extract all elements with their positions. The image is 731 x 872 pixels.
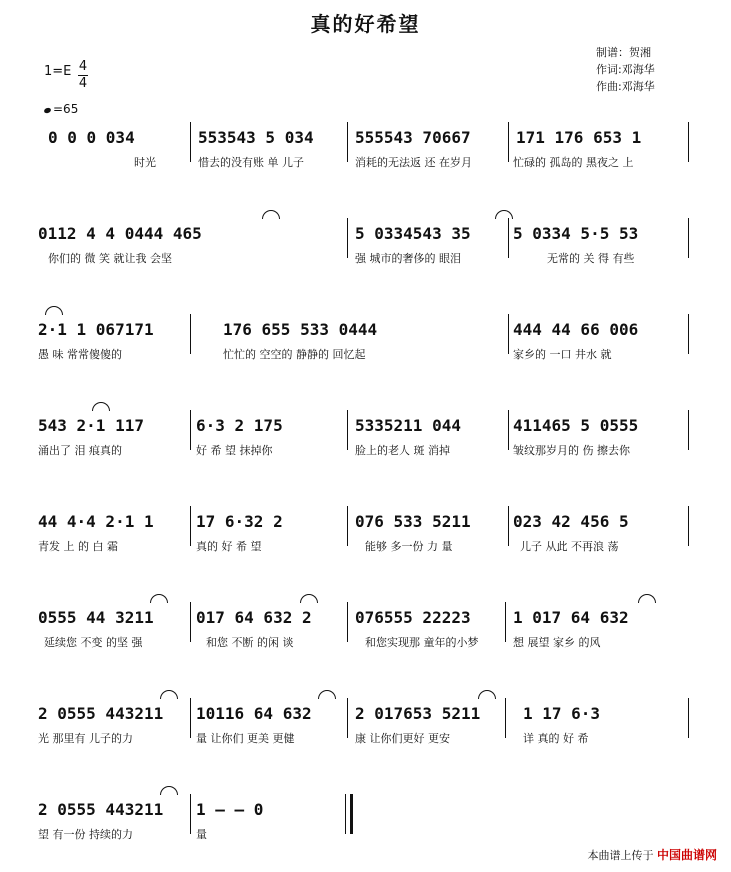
lyric-line: 无常的 关 得 有些 [547,252,635,265]
measure-notes: 44 4·4 2·1 1 [38,512,154,531]
score-row [0,128,731,200]
lyric-line: 好 希 望 抹掉你 [196,444,273,457]
measure-notes: 2 017653 5211 [355,704,481,723]
slur-mark [318,690,336,699]
slur-mark [150,594,168,603]
measure-notes: 444 44 66 006 [513,320,639,339]
measure-notes: 411465 5 0555 [513,416,639,435]
lyric-line: 延续您 不变 的坚 强 [44,636,143,649]
measure-notes: 5335211 044 [355,416,461,435]
measure-notes: 553543 5 034 [198,128,314,147]
lyric-line: 青发 上 的 白 霜 [38,540,118,553]
barline [347,218,348,258]
barline [347,602,348,642]
lyric-line: 儿子 从此 不再浪 荡 [520,540,619,553]
measure-notes: 6·3 2 175 [196,416,283,435]
measure-notes: 1 17 6·3 [523,704,601,723]
barline [688,506,689,546]
footer-text: 本曲谱上传于 [587,849,654,862]
key-signature: 1=E [44,64,72,79]
lyric-line: 强 城市的奢侈的 眼泪 [355,252,461,265]
lyric-line: 皱纹那岁月的 伤 擦去你 [513,444,630,457]
barline [190,506,191,546]
measure-notes: 0555 44 3211 [38,608,154,627]
lyric-line: 家乡的 一口 井水 就 [513,348,612,361]
lyric-line: 你们的 微 笑 就让我 会坚 [48,252,172,265]
score-row [0,704,731,776]
measure-notes: 0112 4 4 0444 465 [38,224,202,243]
barline [347,698,348,738]
barline [347,506,348,546]
barline [190,314,191,354]
barline [505,698,506,738]
slur-mark [495,210,513,219]
measure-notes: 17 6·32 2 [196,512,283,531]
barline [190,602,191,642]
measure-notes: 1 – – 0 [196,800,264,819]
barline [347,122,348,162]
slur-mark [300,594,318,603]
slur-mark [160,690,178,699]
time-signature [78,60,88,91]
barline [508,218,509,258]
score-row [0,416,731,488]
measure-notes: 076 533 5211 [355,512,471,531]
tempo-marking [44,102,78,116]
lyric-line: 忙忙的 空空的 静静的 回忆起 [223,348,366,361]
lyric-line: 光 那里有 儿子的力 [38,732,133,745]
barline [190,698,191,738]
barline [508,314,509,354]
lyric-line: 康 让你们更好 更安 [355,732,450,745]
slur-mark [160,786,178,795]
slur-mark [92,402,110,411]
lyric-line: 时光 [134,156,156,169]
barline [688,122,689,162]
barline [508,410,509,450]
time-signature-top: 4 [78,59,88,74]
barline [190,410,191,450]
lyric-line: 量 [196,828,207,841]
measure-notes: 5 0334 5·5 53 [513,224,639,243]
lyric-line: 望 有一份 持续的力 [38,828,133,841]
lyric-line: 和您 不断 的闲 谈 [206,636,294,649]
footer-credit [587,846,717,863]
site-logo[interactable]: 中国曲谱网 [656,848,717,862]
credits-block [596,44,655,95]
arranger-credit: 制谱：贺湘 [596,46,651,59]
final-barline [345,794,353,834]
measure-notes: 555543 70667 [355,128,471,147]
lyric-line: 消耗的无法返 还 在岁月 [355,156,472,169]
barline [688,410,689,450]
score-title: 真的好希望 [310,12,421,36]
measure-notes: 2 0555 443211 [38,800,164,819]
barline [688,218,689,258]
measure-notes: 10116 64 632 [196,704,312,723]
lyric-line: 想 展望 家乡 的风 [513,636,601,649]
slur-mark [45,306,63,315]
measure-notes: 543 2·1 117 [38,416,144,435]
lyric-line: 能够 多一份 力 量 [365,540,453,553]
measure-notes: 1 017 64 632 [513,608,629,627]
barline [347,410,348,450]
lyric-line: 脸上的老人 斑 消掉 [355,444,450,457]
score-row [0,224,731,296]
measure-notes: 023 42 456 5 [513,512,629,531]
measure-notes: 5 0334543 35 [355,224,471,243]
time-signature-bottom: 4 [78,76,88,91]
measure-notes: 2·1 1 067171 [38,320,154,339]
barline [505,602,506,642]
composer-credit: 作曲:邓海华 [596,80,655,93]
barline [688,698,689,738]
barline [508,506,509,546]
lyric-line: 忙碌的 孤岛的 黑夜之 上 [513,156,634,169]
measure-notes: 2 0555 443211 [38,704,164,723]
lyric-line: 涌出了 泪 痕真的 [38,444,122,457]
score-row [0,512,731,584]
measure-notes: 0 0 0 034 [48,128,135,147]
measure-notes: 176 655 533 0444 [223,320,378,339]
barline [190,794,191,834]
lyricist-credit: 作词:邓海华 [596,63,655,76]
lyric-line: 详 真的 好 希 [523,732,589,745]
barline [508,122,509,162]
quarter-note-icon [43,107,51,114]
measure-notes: 171 176 653 1 [516,128,642,147]
lyric-line: 和您实现那 童年的小梦 [365,636,479,649]
lyric-line: 量 让你们 更美 更健 [196,732,295,745]
score-row [0,320,731,392]
measure-notes: 076555 22223 [355,608,471,627]
lyric-line: 惜去的没有账 单 儿子 [198,156,304,169]
lyric-line: 愚 味 常常傻傻的 [38,348,122,361]
tempo-value: =65 [53,102,79,116]
barline [688,314,689,354]
slur-mark [478,690,496,699]
measure-notes: 017 64 632 2 [196,608,312,627]
lyric-line: 真的 好 希 望 [196,540,262,553]
score-row [0,608,731,680]
slur-mark [638,594,656,603]
barline [190,122,191,162]
slur-mark [262,210,280,219]
